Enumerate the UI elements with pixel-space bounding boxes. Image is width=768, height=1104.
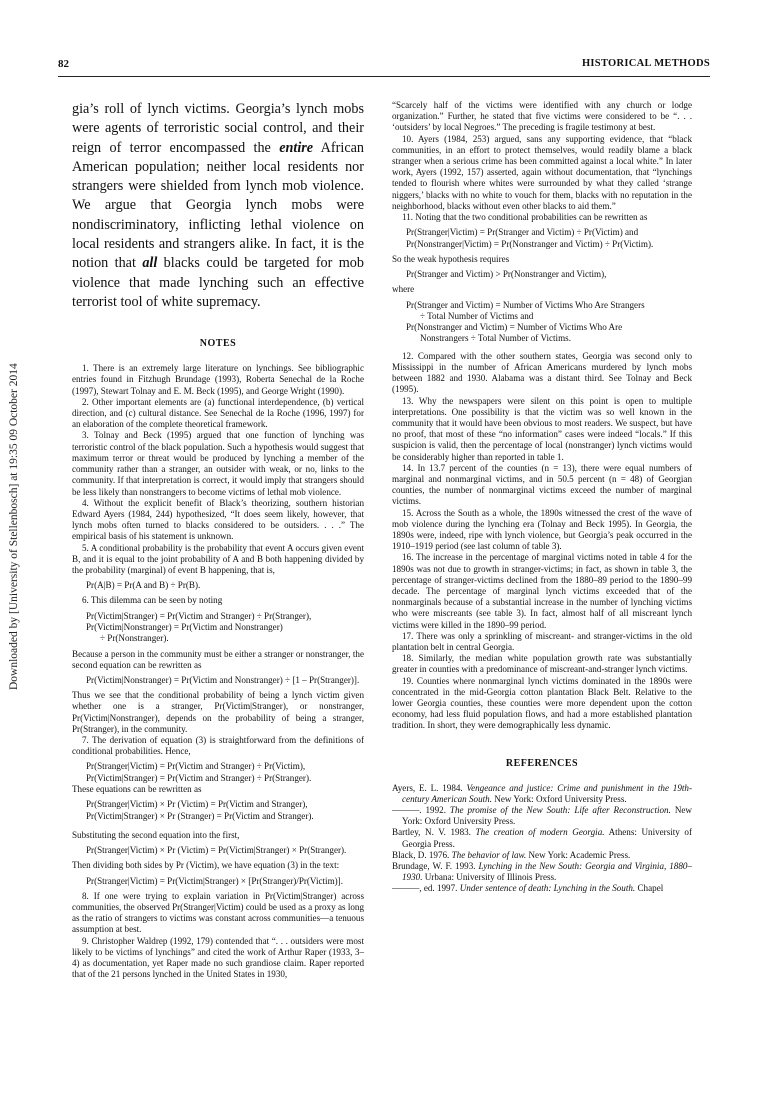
note-4: 4. Without the explicit benefit of Black’s theorizing, southern historian Edward Ayers (1984, 244) hypothesized, “It does seem likely, however, that lynch mobs often turned to blacks considered to be outsiders. . . .” The empirical basis of his statement is unknown.	[72, 497, 364, 542]
reference-entry: ———, ed. 1997. Under sentence of death: Lynching in the South. Chapel	[392, 883, 664, 894]
intro-paragraph: gia’s roll of lynch victims. Georgia’s lynch mobs were agents of terroristic social control, and their reign of terror encompassed the entire African American population; neither local residents nor strangers were shielded from lynch mob violence. We argue that Georgia lynch mobs were nondiscriminatory, inflicting lethal violence on local residents and strangers alike. In fact, it is the notion that all blacks could be targeted for mob violence that made lynching such an effective terrorist tool of white supremacy.	[72, 101, 365, 310]
note-7-text-b: Substituting the second equation into the first,	[72, 829, 240, 840]
note-12: 12. Compared with the other southern states, Georgia was second only to Mississippi in the number of African Americans murdered by lynch mobs between 1882 and 1930. Alabama was a distant third. See Tolnay and Beck (1995).	[392, 350, 692, 395]
note-2: 2. Other important elements are (a) functional interdependence, (b) vertical direction, and (c) cultural distance. See Senechal de la Roche (1996, 1997) for an elaboration of the complete theoretical framework.	[72, 396, 364, 430]
note-6-text-b: Thus we see that the conditional probability of being a lynch victim given whether one is a stranger, Pr(Victim|Stranger), or nonstranger, Pr(Victim|Nonstranger), depends on the probability of being a stranger, Pr(Stranger), in the community.	[72, 690, 364, 734]
note-6: 6. This dilemma can be seen by noting	[82, 595, 223, 606]
equation-6c: ÷ Pr(Nonstranger).	[100, 633, 169, 644]
note-7-text-a: These equations can be rewritten as	[72, 784, 202, 795]
emphasis-entire: entire	[279, 139, 314, 156]
equation-7e: Pr(Stranger|Victim) × Pr (Victim) = Pr(Victim|Stranger) × Pr(Stranger).	[86, 845, 347, 856]
reference-entry: Bartley, N. V. 1983. The creation of modern Georgia. Athens: University of Georgia Press.	[392, 827, 692, 849]
equation-11b: Pr(Nonstranger|Victim) = Pr(Nonstranger and Victim) ÷ Pr(Victim).	[406, 238, 654, 249]
download-watermark: Downloaded by [University of Stellenbosch] at 19:35 09 October 2014	[8, 363, 20, 690]
equation-7c: Pr(Stranger|Victim) × Pr (Victim) = Pr(Victim and Stranger),	[86, 799, 308, 810]
left-column	[72, 100, 364, 980]
note-16: 16. The increase in the percentage of marginal victims noted in table 4 for the 1890s was not due to growth in stranger-victims; in fact, as shown in table 3, the percentage of stranger-victims declined from the 1880–89 period to the 1890–99 decade. The percentage of marginal lynch victims exceeded that of the nonmarginals because of a substantial increase in the number of lynching victims who were miscreants (see table 3). In fact, almost half of all miscreant lynch victims were killed in the 1890–99 period.	[392, 552, 692, 630]
reference-entry: Brundage, W. F. 1993. Lynching in the New South: Georgia and Virginia, 1880–1930. Urbana: University of Illinois Press.	[392, 861, 692, 883]
note-8: 8. If one were trying to explain variation in Pr(Victim|Stranger) across communities, the observed Pr(Stranger|Victim) could be used as a proxy as long as the ratio of strangers to victims was constant across communities—a tenuous assumption at best.	[72, 890, 364, 935]
note-6-text-a: Because a person in the community must be either a stranger or nonstranger, the second equation can be rewritten as	[72, 648, 364, 670]
note-7-text-c: Then dividing both sides by Pr (Victim), we have equation (3) in the text:	[72, 860, 340, 871]
emphasis-all: all	[142, 255, 158, 272]
page-number: 82	[58, 58, 69, 70]
reference-entry: ———. 1992. The promise of the New South: Life after Reconstruction. New York: Oxford University Press.	[392, 805, 692, 827]
note-13: 13. Why the newspapers were silent on this point is open to multiple interpretations. One possibility is that the victim was so well known in the community that it would have been obvious to most readers. We suspect, but have no proof, that most of these “no information” cases were indeed “locals.” If this suspicion is valid, then the percentage of local (nonstranger) lynch victims would be considerably higher than reported in table 1.	[392, 395, 692, 462]
note-10: 10. Ayers (1984, 253) argued, sans any supporting evidence, that “black communities, in an effort to protect themselves, would readily blame a black stranger when a serious crime has been committed against a local white.” In later work, Ayers (1992, 157) asserted, again without documentation, that “lynchings tended to flourish where whites were surrounded by what they called ‘strange niggers,’ blacks with no white to vouch for them, blacks with no reputation in the neighborhood, blacks without even other blacks to aid them.”	[392, 133, 692, 211]
equation-7f: Pr(Stranger|Victim) = Pr(Victim|Stranger) × [Pr(Stranger)/Pr(Victim)].	[86, 875, 343, 886]
equation-5: Pr(A|B) = Pr(A and B) ÷ Pr(B).	[86, 580, 201, 591]
note-9-continued: “Scarcely half of the victims were identified with any church or lodge organization.” Further, he stated that five victims were considered to be “. . . ‘outsiders’ by local Negroes.” The preceding is fragile testimony at best.	[392, 100, 692, 133]
running-header	[58, 58, 710, 77]
note-9: 9. Christopher Waldrep (1992, 179) contended that “. . . outsiders were most likely to be victims of lynchings” and cited the work of Arthur Raper (1933, 3–4) as documentation, yet Raper made no such grandiose claim. Raper reported that of the 21 persons lynched in the United States in 1930,	[72, 935, 364, 980]
equation-7a: Pr(Stranger|Victim) = Pr(Victim and Stranger) ÷ Pr(Victim),	[86, 761, 306, 772]
note-3: 3. Tolnay and Beck (1995) argued that one function of lynching was terroristic control of the black population. Such a hypothesis would suggest that maximum terror or threat would be produced by lynching a member of the community rather than a stranger, an outsider with weak, or no, links to the community. If that interpretation is correct, it would imply that strangers should be less likely than nonstrangers to become victims of lethal mob violence.	[72, 430, 364, 497]
equation-11d: Pr(Stranger and Victim) = Number of Victims Who Are Strangers	[406, 299, 645, 310]
note-1: 1. There is an extremely large literature on lynchings. See bibliographic entries found in Fitzhugh Brundage (1993), Roberta Senechal de la Roche (1997), Stewart Tolnay and E. M. Beck (1995), and George Wright (1990).	[72, 363, 364, 396]
note-18: 18. Similarly, the median white population growth rate was substantially greater in counties with a predominance of miscreant-and-stranger lynch victims.	[392, 653, 692, 675]
note-19: 19. Counties where nonmarginal lynch victims dominated in the 1890s were concentrated in the mid-Georgia cotton plantation Black Belt. Relative to the lower Georgia counties, these counties were more dependent upon the cotton economy, had less fluid population flows, and had a more established plantation tradition. In short, they were demographically less dynamic.	[392, 675, 692, 731]
equation-11f: Pr(Nonstranger and Victim) = Number of Victims Who Are	[406, 322, 623, 333]
reference-entry: Ayers, E. L. 1984. Vengeance and justice: Crime and punishment in the 19th-century American South. New York: Oxford University Press.	[392, 782, 692, 804]
equation-6b: Pr(Victim|Nonstranger) = Pr(Victim and Nonstranger)	[86, 621, 283, 632]
note-11-text-a: So the weak hypothesis requires	[392, 253, 510, 264]
note-5: 5. A conditional probability is the probability that event A occurs given event B, and it is equal to the joint probability of A and B both happening divided by the probability (marginal) of event B happening, that is,	[72, 542, 364, 575]
notes-heading: NOTES	[199, 338, 237, 350]
journal-title: HISTORICAL METHODS	[581, 58, 710, 69]
equation-11e: ÷ Total Number of Victims and	[420, 310, 534, 321]
equation-11c: Pr(Stranger and Victim) > Pr(Nonstranger and Victim),	[406, 269, 607, 280]
right-column	[392, 100, 692, 895]
note-14: 14. In 13.7 percent of the counties (n = 13), there were equal numbers of marginal and nonmarginal victims, and in 50.5 percent (n = 48) of Georgian counties, the number of nonmarginal victims exceed the number of marginal victims.	[392, 462, 692, 507]
equation-11g: Nonstrangers ÷ Total Number of Victims.	[420, 333, 571, 344]
note-11-text-b: where	[392, 284, 415, 295]
note-17: 17. There was only a sprinkling of miscreant- and stranger-victims in the old plantation belt in central Georgia.	[392, 630, 692, 652]
equation-6d: Pr(Victim|Nonstranger) = Pr(Victim and Nonstranger) ÷ [1 – Pr(Stranger)].	[86, 674, 360, 685]
note-15: 15. Across the South as a whole, the 1890s witnessed the crest of the wave of mob violence during the lynching era (Tolnay and Beck 1995). In Georgia, the 1890s were, indeed, ripe with lynch violence, but Georgia’s peak occurred in the 1910–1919 period (see last column of table 3).	[392, 507, 692, 552]
references-heading: REFERENCES	[505, 757, 579, 769]
equation-11a: Pr(Stranger|Victim) = Pr(Stranger and Victim) ÷ Pr(Victim) and	[406, 227, 639, 238]
reference-entry: Black, D. 1976. The behavior of law. New York: Academic Press.	[392, 849, 631, 860]
equation-7d: Pr(Victim|Stranger) × Pr (Stranger) = Pr(Victim and Stranger).	[86, 810, 314, 821]
equation-7b: Pr(Victim|Stranger) = Pr(Victim and Stranger) ÷ Pr(Stranger).	[86, 772, 312, 783]
note-11: 11. Noting that the two conditional probabilities can be rewritten as	[402, 212, 648, 223]
references-list	[392, 783, 692, 895]
equation-6a: Pr(Victim|Stranger) = Pr(Victim and Stranger) ÷ Pr(Stranger),	[86, 610, 312, 621]
note-7: 7. The derivation of equation (3) is straightforward from the definitions of conditional probabilities. Hence,	[72, 735, 364, 757]
